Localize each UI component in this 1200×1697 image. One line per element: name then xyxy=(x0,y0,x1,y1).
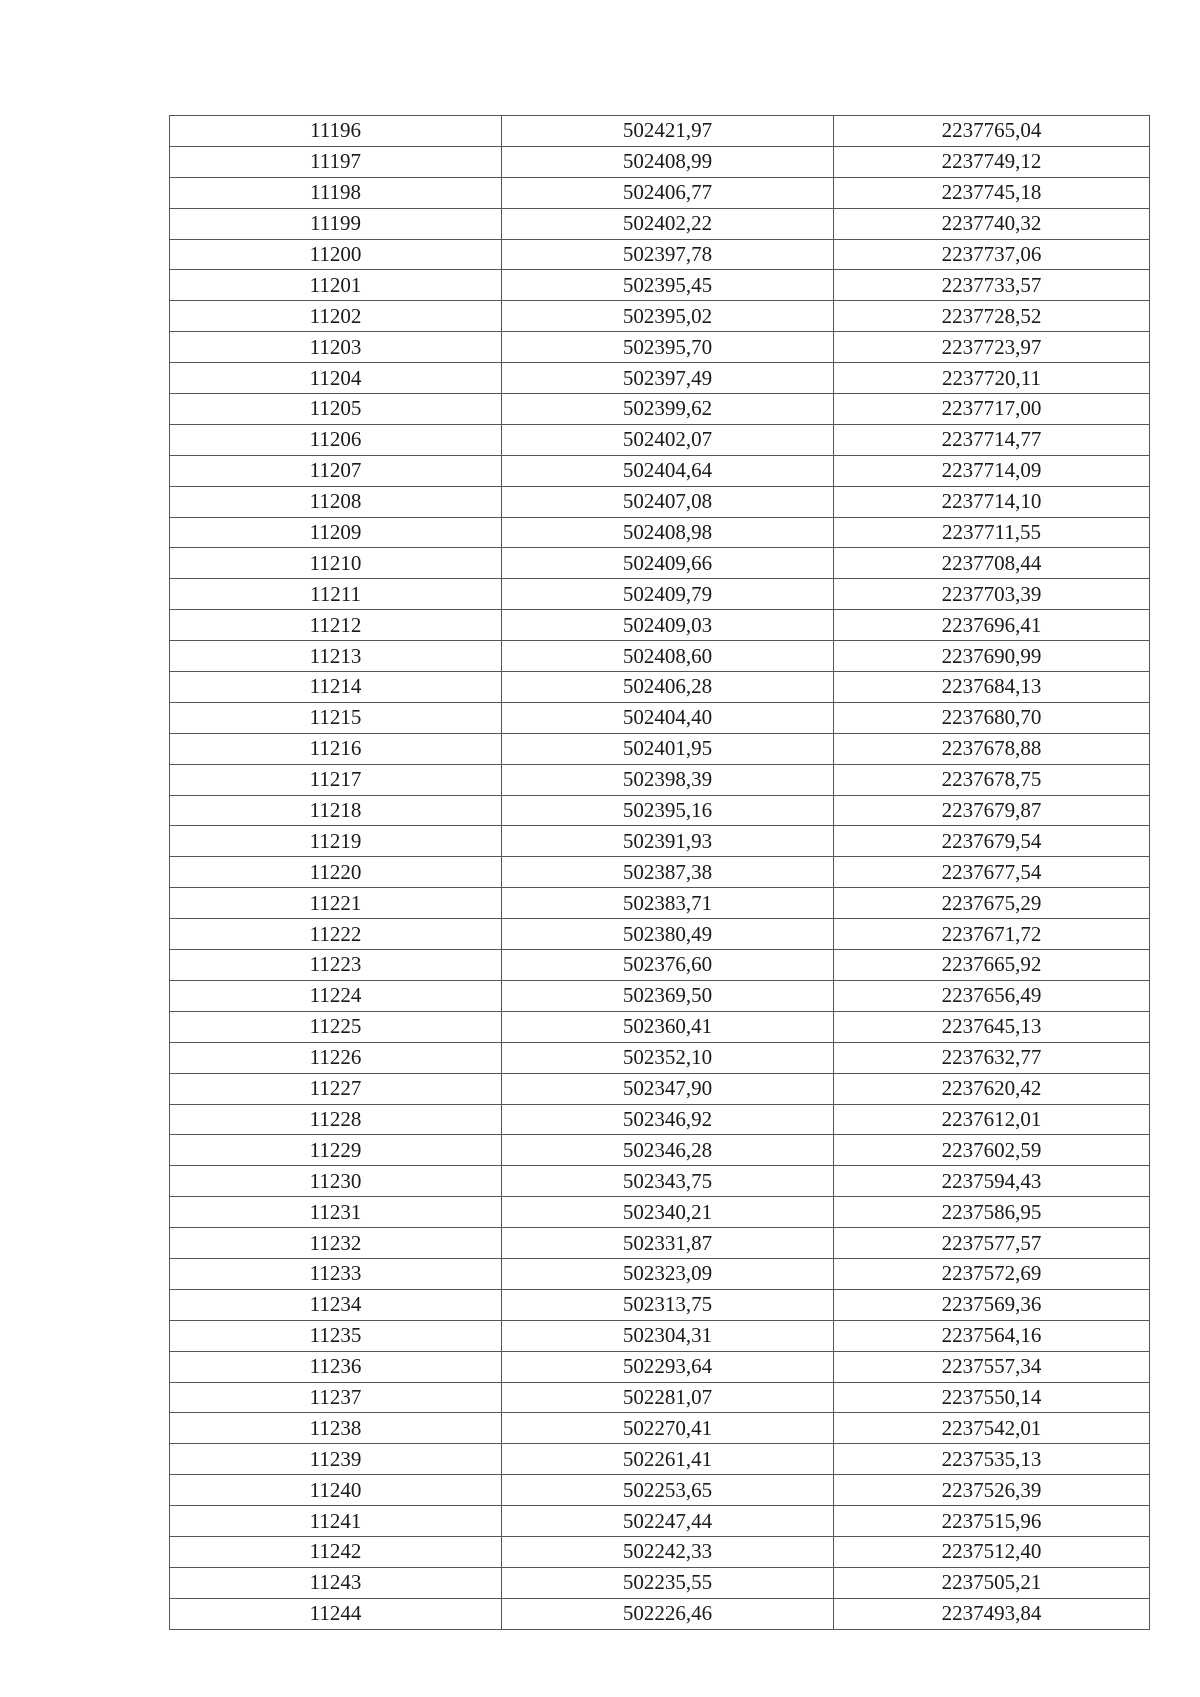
table-row xyxy=(170,950,1150,981)
x-coordinate-cell: 502343,75 xyxy=(502,1166,834,1197)
point-number-cell: 11243 xyxy=(170,1567,502,1598)
y-coordinate-cell: 2237515,96 xyxy=(834,1506,1150,1537)
y-coordinate-cell: 2237671,72 xyxy=(834,919,1150,950)
x-coordinate-cell: 502401,95 xyxy=(502,733,834,764)
x-coordinate-cell: 502409,03 xyxy=(502,610,834,641)
table-row xyxy=(170,888,1150,919)
point-number-cell: 11208 xyxy=(170,486,502,517)
x-coordinate-cell: 502235,55 xyxy=(502,1567,834,1598)
x-coordinate-cell: 502407,08 xyxy=(502,486,834,517)
x-coordinate-cell: 502404,64 xyxy=(502,455,834,486)
table-row xyxy=(170,1073,1150,1104)
y-coordinate-cell: 2237733,57 xyxy=(834,270,1150,301)
y-coordinate-cell: 2237680,70 xyxy=(834,702,1150,733)
x-coordinate-cell: 502395,16 xyxy=(502,795,834,826)
y-coordinate-cell: 2237765,04 xyxy=(834,116,1150,147)
point-number-cell: 11236 xyxy=(170,1351,502,1382)
table-row xyxy=(170,208,1150,239)
coordinates-table-body xyxy=(170,116,1150,1630)
y-coordinate-cell: 2237714,77 xyxy=(834,424,1150,455)
y-coordinate-cell: 2237728,52 xyxy=(834,301,1150,332)
point-number-cell: 11207 xyxy=(170,455,502,486)
y-coordinate-cell: 2237564,16 xyxy=(834,1320,1150,1351)
point-number-cell: 11214 xyxy=(170,672,502,703)
table-row xyxy=(170,548,1150,579)
point-number-cell: 11241 xyxy=(170,1506,502,1537)
x-coordinate-cell: 502352,10 xyxy=(502,1042,834,1073)
y-coordinate-cell: 2237542,01 xyxy=(834,1413,1150,1444)
x-coordinate-cell: 502293,64 xyxy=(502,1351,834,1382)
table-row xyxy=(170,116,1150,147)
y-coordinate-cell: 2237493,84 xyxy=(834,1598,1150,1629)
x-coordinate-cell: 502383,71 xyxy=(502,888,834,919)
table-row xyxy=(170,826,1150,857)
table-row xyxy=(170,146,1150,177)
table-row xyxy=(170,1104,1150,1135)
x-coordinate-cell: 502402,22 xyxy=(502,208,834,239)
point-number-cell: 11231 xyxy=(170,1197,502,1228)
x-coordinate-cell: 502395,02 xyxy=(502,301,834,332)
point-number-cell: 11202 xyxy=(170,301,502,332)
table-row xyxy=(170,177,1150,208)
point-number-cell: 11203 xyxy=(170,332,502,363)
table-row xyxy=(170,455,1150,486)
y-coordinate-cell: 2237740,32 xyxy=(834,208,1150,239)
point-number-cell: 11224 xyxy=(170,980,502,1011)
x-coordinate-cell: 502406,28 xyxy=(502,672,834,703)
point-number-cell: 11205 xyxy=(170,394,502,425)
x-coordinate-cell: 502226,46 xyxy=(502,1598,834,1629)
x-coordinate-cell: 502346,28 xyxy=(502,1135,834,1166)
y-coordinate-cell: 2237656,49 xyxy=(834,980,1150,1011)
table-row xyxy=(170,301,1150,332)
point-number-cell: 11223 xyxy=(170,950,502,981)
y-coordinate-cell: 2237535,13 xyxy=(834,1444,1150,1475)
y-coordinate-cell: 2237749,12 xyxy=(834,146,1150,177)
y-coordinate-cell: 2237512,40 xyxy=(834,1536,1150,1567)
table-row xyxy=(170,517,1150,548)
x-coordinate-cell: 502331,87 xyxy=(502,1228,834,1259)
table-row xyxy=(170,1444,1150,1475)
y-coordinate-cell: 2237550,14 xyxy=(834,1382,1150,1413)
y-coordinate-cell: 2237645,13 xyxy=(834,1011,1150,1042)
point-number-cell: 11237 xyxy=(170,1382,502,1413)
point-number-cell: 11230 xyxy=(170,1166,502,1197)
x-coordinate-cell: 502340,21 xyxy=(502,1197,834,1228)
x-coordinate-cell: 502421,97 xyxy=(502,116,834,147)
x-coordinate-cell: 502253,65 xyxy=(502,1475,834,1506)
table-row xyxy=(170,1382,1150,1413)
x-coordinate-cell: 502408,98 xyxy=(502,517,834,548)
y-coordinate-cell: 2237678,75 xyxy=(834,764,1150,795)
x-coordinate-cell: 502304,31 xyxy=(502,1320,834,1351)
x-coordinate-cell: 502406,77 xyxy=(502,177,834,208)
y-coordinate-cell: 2237679,87 xyxy=(834,795,1150,826)
table-row xyxy=(170,1320,1150,1351)
point-number-cell: 11209 xyxy=(170,517,502,548)
y-coordinate-cell: 2237737,06 xyxy=(834,239,1150,270)
point-number-cell: 11199 xyxy=(170,208,502,239)
y-coordinate-cell: 2237586,95 xyxy=(834,1197,1150,1228)
y-coordinate-cell: 2237602,59 xyxy=(834,1135,1150,1166)
table-row xyxy=(170,1567,1150,1598)
y-coordinate-cell: 2237526,39 xyxy=(834,1475,1150,1506)
point-number-cell: 11215 xyxy=(170,702,502,733)
table-row xyxy=(170,1258,1150,1289)
y-coordinate-cell: 2237723,97 xyxy=(834,332,1150,363)
y-coordinate-cell: 2237594,43 xyxy=(834,1166,1150,1197)
table-row xyxy=(170,579,1150,610)
x-coordinate-cell: 502261,41 xyxy=(502,1444,834,1475)
point-number-cell: 11244 xyxy=(170,1598,502,1629)
table-row xyxy=(170,1351,1150,1382)
table-row xyxy=(170,1011,1150,1042)
y-coordinate-cell: 2237675,29 xyxy=(834,888,1150,919)
point-number-cell: 11216 xyxy=(170,733,502,764)
table-row xyxy=(170,733,1150,764)
point-number-cell: 11212 xyxy=(170,610,502,641)
y-coordinate-cell: 2237703,39 xyxy=(834,579,1150,610)
x-coordinate-cell: 502380,49 xyxy=(502,919,834,950)
table-row xyxy=(170,1289,1150,1320)
point-number-cell: 11239 xyxy=(170,1444,502,1475)
x-coordinate-cell: 502270,41 xyxy=(502,1413,834,1444)
y-coordinate-cell: 2237745,18 xyxy=(834,177,1150,208)
y-coordinate-cell: 2237717,00 xyxy=(834,394,1150,425)
table-row xyxy=(170,1042,1150,1073)
point-number-cell: 11206 xyxy=(170,424,502,455)
point-number-cell: 11238 xyxy=(170,1413,502,1444)
point-number-cell: 11211 xyxy=(170,579,502,610)
x-coordinate-cell: 502395,45 xyxy=(502,270,834,301)
point-number-cell: 11234 xyxy=(170,1289,502,1320)
point-number-cell: 11222 xyxy=(170,919,502,950)
table-row xyxy=(170,980,1150,1011)
table-row xyxy=(170,1506,1150,1537)
x-coordinate-cell: 502397,49 xyxy=(502,363,834,394)
coordinates-table xyxy=(169,115,1150,1630)
point-number-cell: 11235 xyxy=(170,1320,502,1351)
point-number-cell: 11204 xyxy=(170,363,502,394)
x-coordinate-cell: 502376,60 xyxy=(502,950,834,981)
table-row xyxy=(170,1413,1150,1444)
table-row xyxy=(170,1135,1150,1166)
x-coordinate-cell: 502360,41 xyxy=(502,1011,834,1042)
y-coordinate-cell: 2237720,11 xyxy=(834,363,1150,394)
point-number-cell: 11198 xyxy=(170,177,502,208)
table-row xyxy=(170,1166,1150,1197)
point-number-cell: 11227 xyxy=(170,1073,502,1104)
point-number-cell: 11201 xyxy=(170,270,502,301)
x-coordinate-cell: 502395,70 xyxy=(502,332,834,363)
point-number-cell: 11217 xyxy=(170,764,502,795)
point-number-cell: 11242 xyxy=(170,1536,502,1567)
y-coordinate-cell: 2237684,13 xyxy=(834,672,1150,703)
y-coordinate-cell: 2237714,10 xyxy=(834,486,1150,517)
y-coordinate-cell: 2237569,36 xyxy=(834,1289,1150,1320)
point-number-cell: 11221 xyxy=(170,888,502,919)
x-coordinate-cell: 502281,07 xyxy=(502,1382,834,1413)
x-coordinate-cell: 502247,44 xyxy=(502,1506,834,1537)
y-coordinate-cell: 2237505,21 xyxy=(834,1567,1150,1598)
x-coordinate-cell: 502399,62 xyxy=(502,394,834,425)
point-number-cell: 11226 xyxy=(170,1042,502,1073)
x-coordinate-cell: 502323,09 xyxy=(502,1258,834,1289)
x-coordinate-cell: 502402,07 xyxy=(502,424,834,455)
y-coordinate-cell: 2237678,88 xyxy=(834,733,1150,764)
table-row xyxy=(170,270,1150,301)
y-coordinate-cell: 2237708,44 xyxy=(834,548,1150,579)
point-number-cell: 11219 xyxy=(170,826,502,857)
point-number-cell: 11200 xyxy=(170,239,502,270)
table-row xyxy=(170,486,1150,517)
table-row xyxy=(170,702,1150,733)
table-row xyxy=(170,1536,1150,1567)
y-coordinate-cell: 2237679,54 xyxy=(834,826,1150,857)
point-number-cell: 11229 xyxy=(170,1135,502,1166)
table-row xyxy=(170,1598,1150,1629)
table-row xyxy=(170,1197,1150,1228)
y-coordinate-cell: 2237572,69 xyxy=(834,1258,1150,1289)
table-row xyxy=(170,1475,1150,1506)
point-number-cell: 11232 xyxy=(170,1228,502,1259)
y-coordinate-cell: 2237612,01 xyxy=(834,1104,1150,1135)
table-row xyxy=(170,239,1150,270)
point-number-cell: 11228 xyxy=(170,1104,502,1135)
point-number-cell: 11220 xyxy=(170,857,502,888)
y-coordinate-cell: 2237620,42 xyxy=(834,1073,1150,1104)
table-row xyxy=(170,610,1150,641)
table-row xyxy=(170,795,1150,826)
y-coordinate-cell: 2237665,92 xyxy=(834,950,1150,981)
table-row xyxy=(170,363,1150,394)
x-coordinate-cell: 502398,39 xyxy=(502,764,834,795)
y-coordinate-cell: 2237690,99 xyxy=(834,641,1150,672)
y-coordinate-cell: 2237577,57 xyxy=(834,1228,1150,1259)
point-number-cell: 11197 xyxy=(170,146,502,177)
x-coordinate-cell: 502397,78 xyxy=(502,239,834,270)
x-coordinate-cell: 502409,66 xyxy=(502,548,834,579)
table-row xyxy=(170,394,1150,425)
x-coordinate-cell: 502408,99 xyxy=(502,146,834,177)
y-coordinate-cell: 2237714,09 xyxy=(834,455,1150,486)
x-coordinate-cell: 502347,90 xyxy=(502,1073,834,1104)
table-row xyxy=(170,641,1150,672)
x-coordinate-cell: 502409,79 xyxy=(502,579,834,610)
table-row xyxy=(170,332,1150,363)
y-coordinate-cell: 2237677,54 xyxy=(834,857,1150,888)
y-coordinate-cell: 2237557,34 xyxy=(834,1351,1150,1382)
x-coordinate-cell: 502313,75 xyxy=(502,1289,834,1320)
x-coordinate-cell: 502369,50 xyxy=(502,980,834,1011)
point-number-cell: 11233 xyxy=(170,1258,502,1289)
table-row xyxy=(170,1228,1150,1259)
point-number-cell: 11218 xyxy=(170,795,502,826)
table-row xyxy=(170,764,1150,795)
table-row xyxy=(170,672,1150,703)
point-number-cell: 11225 xyxy=(170,1011,502,1042)
x-coordinate-cell: 502242,33 xyxy=(502,1536,834,1567)
table-row xyxy=(170,919,1150,950)
x-coordinate-cell: 502391,93 xyxy=(502,826,834,857)
x-coordinate-cell: 502408,60 xyxy=(502,641,834,672)
point-number-cell: 11240 xyxy=(170,1475,502,1506)
x-coordinate-cell: 502387,38 xyxy=(502,857,834,888)
y-coordinate-cell: 2237632,77 xyxy=(834,1042,1150,1073)
point-number-cell: 11213 xyxy=(170,641,502,672)
point-number-cell: 11210 xyxy=(170,548,502,579)
x-coordinate-cell: 502346,92 xyxy=(502,1104,834,1135)
x-coordinate-cell: 502404,40 xyxy=(502,702,834,733)
table-row xyxy=(170,424,1150,455)
y-coordinate-cell: 2237696,41 xyxy=(834,610,1150,641)
point-number-cell: 11196 xyxy=(170,116,502,147)
y-coordinate-cell: 2237711,55 xyxy=(834,517,1150,548)
table-row xyxy=(170,857,1150,888)
